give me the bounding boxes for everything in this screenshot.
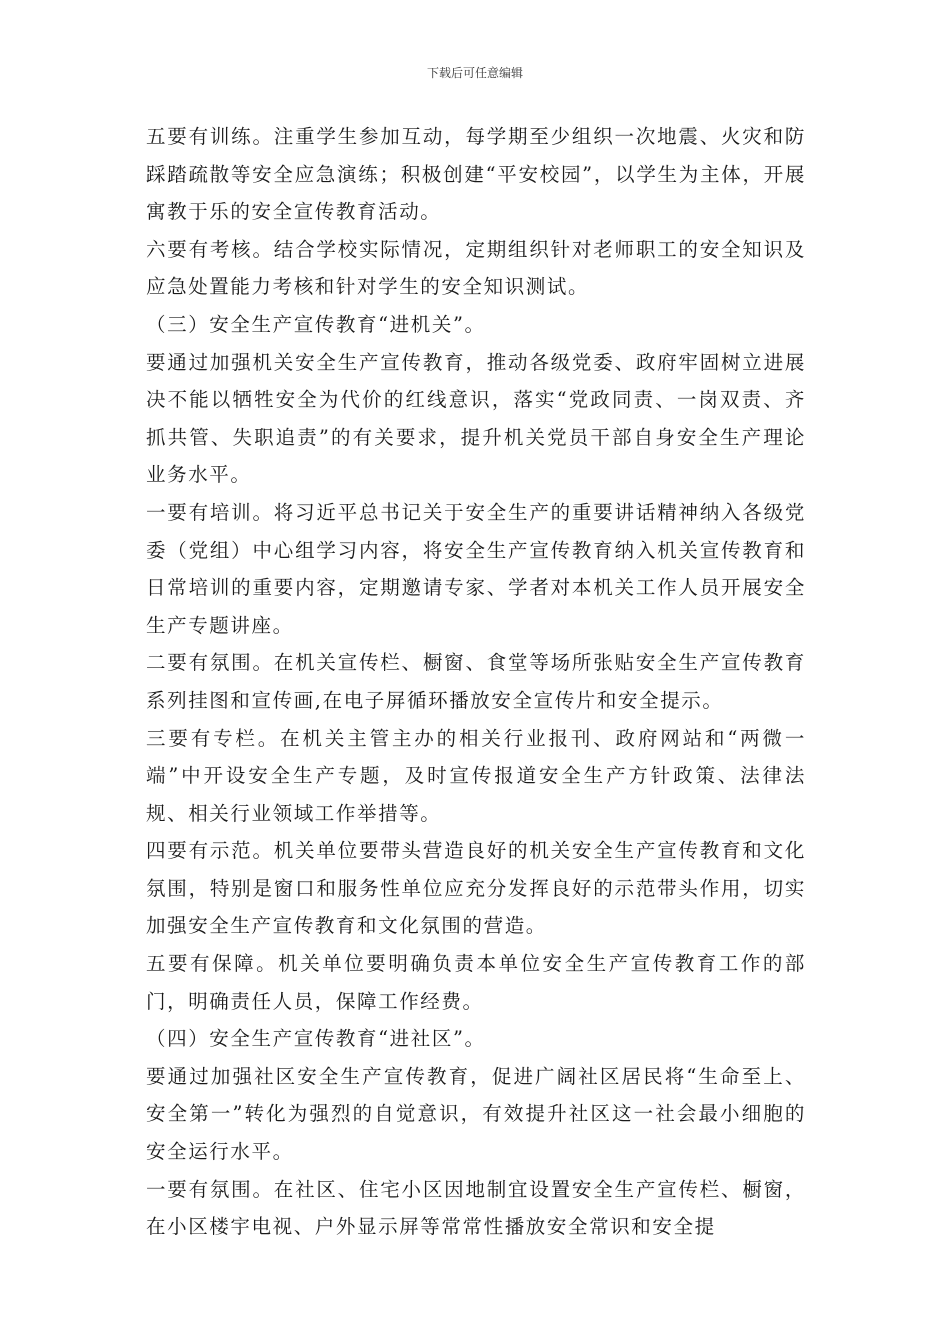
paragraph: 四要有示范。机关单位要带头营造良好的机关安全生产宣传教育和文化氛围，特别是窗口和服务性单位应充分发挥良好的示范带头作用，切实加强安全生产宣传教育和文化氛围的营造。 (146, 839, 806, 938)
page-header-note: 下载后可任意编辑 (426, 66, 523, 80)
paragraph: 六要有考核。结合学校实际情况，定期组织针对老师职工的安全知识及应急处置能力考核和针对学生的安全知识测试。 (146, 237, 806, 299)
section-heading: （三）安全生产宣传教育“进机关”。 (146, 312, 486, 336)
paragraph: 要通过加强社区安全生产宣传教育，促进广阔社区居民将“生命至上、安全第一”转化为强烈的自觉意识，有效提升社区这一社会最小细胞的安全运行水平。 (146, 1064, 806, 1164)
paragraph: 二要有氛围。在机关宣传栏、橱窗、食堂等场所张贴安全生产宣传教育系列挂图和宣传画,在电子屏循环播放安全宣传片和安全提示。 (146, 651, 806, 712)
paragraph: 三要有专栏。在机关主管主办的相关行业报刊、政府网站和“两微一端”中开设安全生产专题，及时宣传报道安全生产方针政策、法律法规、相关行业领域工作举措等。 (146, 726, 806, 825)
paragraph: 五要有保障。机关单位要明确负责本单位安全生产宣传教育工作的部门，明确责任人员，保障工作经费。 (146, 952, 806, 1013)
paragraph: 一要有培训。将习近平总书记关于安全生产的重要讲话精神纳入各级党委（党组）中心组学习内容，将安全生产宣传教育纳入机关宣传教育和日常培训的重要内容，定期邀请专家、学者对本机关工作人员开展安全生产专题讲座。 (146, 500, 806, 637)
document-body (146, 118, 806, 1246)
paragraph: 一要有氛围。在社区、住宅小区因地制宜设置安全生产宣传栏、橱窗，在小区楼宇电视、户外显示屏等常常性播放安全常识和安全提 (146, 1177, 806, 1239)
paragraph: 要通过加强机关安全生产宣传教育，推动各级党委、政府牢固树立进展决不能以牺牲安全为代价的红线意识，落实“党政同责、一岗双责、齐抓共管、失职追责”的有关要求，提升机关党员干部自身安全生产理论业务水平。 (146, 350, 806, 487)
paragraph: 五要有训练。注重学生参加互动，每学期至少组织一次地震、火灾和防踩踏疏散等安全应急演练；积极创建“平安校园”，以学生为主体，开展寓教于乐的安全宣传教育活动。 (146, 125, 806, 224)
section-heading: （四）安全生产宣传教育“进社区”。 (146, 1027, 486, 1051)
